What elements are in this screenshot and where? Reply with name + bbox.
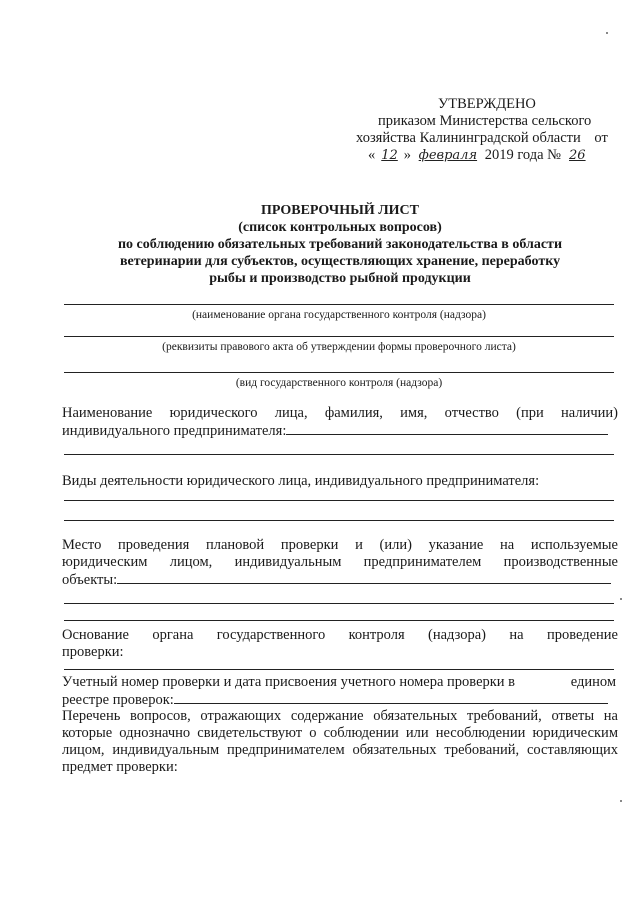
date-year-text: 2019 года № <box>484 147 562 163</box>
basis-label-2: проверки: <box>62 644 124 660</box>
requisites-caption: (реквизиты правового акта об утверждении формы проверочного листа) <box>162 341 516 353</box>
form-title-line4: ветеринарии для субъектов, осуществляющих хранение, переработку <box>119 254 561 269</box>
control-kind-caption: (вид государственного контроля (надзора) <box>235 377 443 389</box>
place-label-3: объекты: <box>62 572 118 588</box>
entity-name-field[interactable] <box>286 422 608 435</box>
approval-from: от <box>594 130 608 146</box>
place-line-3[interactable] <box>64 620 614 621</box>
scan-speck <box>620 800 622 802</box>
approval-date-line <box>368 147 622 164</box>
place-line-2[interactable] <box>64 603 614 604</box>
form-subtitle: (список контрольных вопросов) <box>238 220 442 235</box>
place-label-1: Место проведения плановой проверки и (или) указание на используемые <box>62 537 618 553</box>
approval-ministry-line <box>356 130 622 147</box>
basis-label-1: Основание органа государственного контроля (надзора) на проведение <box>62 627 618 643</box>
approval-block <box>356 96 622 164</box>
date-open-quote: « <box>368 147 376 163</box>
account-label-1: Учетный номер проверки и дата присвоения учетного номера проверки в <box>62 674 516 690</box>
entity-name-row <box>62 422 618 440</box>
activities-line-1[interactable] <box>64 500 614 501</box>
scan-speck <box>620 598 622 600</box>
date-month: февраля <box>418 148 478 163</box>
entity-name-extra-line[interactable] <box>64 454 614 455</box>
activities-label: Виды деятельности юридического лица, индивидуального предпринимателя: <box>62 473 540 489</box>
scan-speck <box>606 32 608 34</box>
date-day: 12 <box>381 148 398 163</box>
account-label-1b: едином <box>570 674 616 690</box>
approval-order-line: приказом Министерства сельского <box>378 113 592 129</box>
place-row <box>62 571 618 589</box>
questions-label-3: лицом, индивидуальным предпринимателем обязательных требований, составляющих <box>62 742 618 758</box>
place-label-2: юридическим лицом, индивидуальным предпринимателем производственные <box>62 554 618 570</box>
questions-label-4: предмет проверки: <box>62 759 178 775</box>
approval-ministry-text: хозяйства Калининградской области <box>356 130 581 146</box>
organ-name-line[interactable] <box>64 304 614 305</box>
activities-line-2[interactable] <box>64 520 614 521</box>
form-title: ПРОВЕРОЧНЫЙ ЛИСТ <box>260 203 419 218</box>
basis-line[interactable] <box>64 669 614 670</box>
form-title-line3: по соблюдению обязательных требований законодательства в области <box>117 237 563 252</box>
account-row-2 <box>62 691 618 709</box>
entity-name-label: Наименование юридического лица, фамилия, имя, отчество (при наличии) <box>62 405 618 421</box>
control-kind-line[interactable] <box>64 372 614 373</box>
account-label-2: реестре проверок: <box>62 692 174 708</box>
approved-label: УТВЕРЖДЕНО <box>438 96 536 112</box>
questions-label-2: которые однозначно свидетельствуют о соблюдении или несоблюдении юридическим <box>62 725 618 741</box>
requisites-line[interactable] <box>64 336 614 337</box>
entity-name-label-cont: индивидуального предпринимателя: <box>62 423 287 439</box>
account-field[interactable] <box>174 691 608 704</box>
date-close-quote: » <box>403 147 412 163</box>
account-row-1 <box>62 674 618 691</box>
form-title-line5: рыбы и производство рыбной продукции <box>209 271 471 286</box>
organ-name-caption: (наименование органа государственного контроля (надзора) <box>192 309 486 321</box>
order-number: 26 <box>569 148 586 163</box>
place-field[interactable] <box>117 571 611 584</box>
questions-label-1: Перечень вопросов, отражающих содержание обязательных требований, ответы на <box>62 708 618 724</box>
